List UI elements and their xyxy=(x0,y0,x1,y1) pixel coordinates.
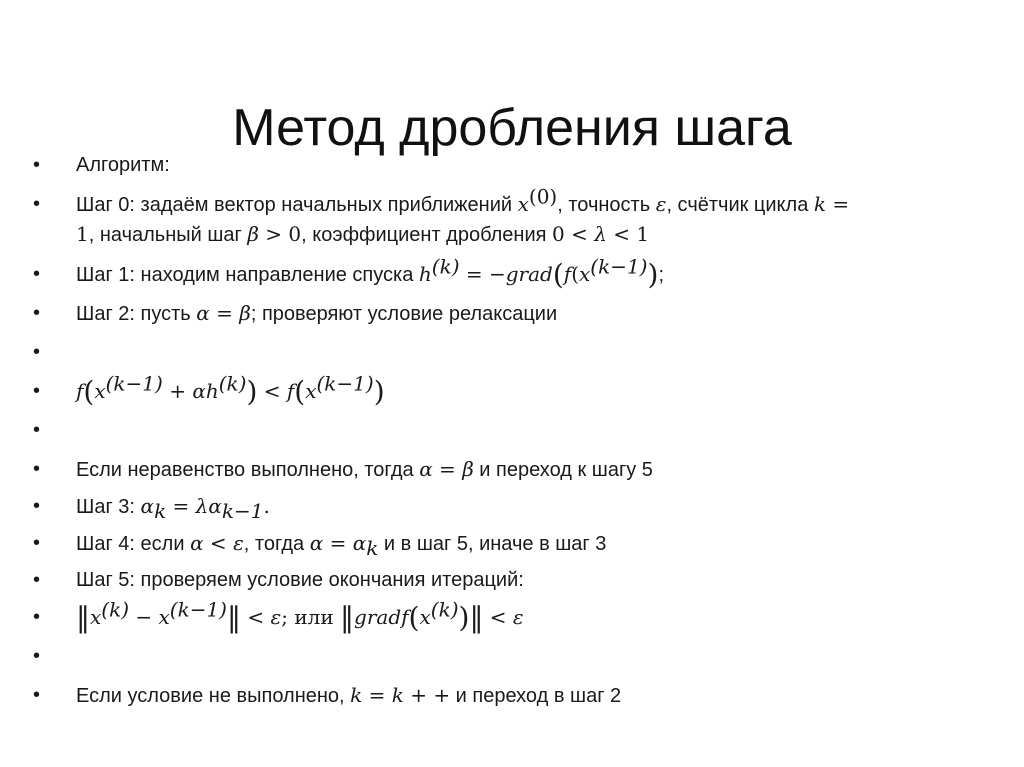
bullet-marker: • xyxy=(33,341,41,363)
step-3-text: Шаг 3: $\alpha_k = \lambda\alpha_{k-1}$. xyxy=(76,494,270,523)
slide-title: Метод дробления шага xyxy=(232,98,792,157)
bullet-marker: • xyxy=(33,154,41,176)
step-2-text: Шаг 2: пусть α = β; проверяют условие релаксации xyxy=(76,301,558,325)
bullet-marker: • xyxy=(33,458,41,480)
step-0-text-line2: 1, начальный шаг β > 0, коэффициент дробления 0 < λ < 1 xyxy=(76,222,650,246)
bullet-marker: • xyxy=(33,302,41,324)
bullet-marker: • xyxy=(33,569,41,591)
step-1-text: Шаг 1: находим направление спуска $h^{(k)}$ = $-grad(f(x^{(k-1)})$; xyxy=(76,254,664,291)
bullet-marker: • xyxy=(33,532,41,554)
algorithm-heading: Алгоритм: xyxy=(76,154,170,176)
relaxation-inequality: $f(x^{(k-1)} + \alpha h^{(k)}) < f(x^{(k-1)})$ xyxy=(76,371,385,408)
bullet-marker: • xyxy=(33,495,41,517)
bullet-marker: • xyxy=(33,193,41,215)
step-4-text: Шаг 4: если α < ε, тогда $\alpha = \alpha_k$ и в шаг 5, иначе в шаг 3 xyxy=(76,531,607,560)
step-5-text: Шаг 5: проверяем условие окончания итераций: xyxy=(76,569,524,591)
bullet-marker: • xyxy=(33,684,41,706)
bullet-marker: • xyxy=(33,645,41,667)
bullet-marker: • xyxy=(33,380,41,402)
bullet-marker: • xyxy=(33,419,41,441)
condition-met-text: Если неравенство выполнено, тогда α = β и переход к шагу 5 xyxy=(76,457,653,481)
condition-not-met-text: Если условие не выполнено, k = k + + и переход в шаг 2 xyxy=(76,683,622,707)
step-0-text: Шаг 0: задаём вектор начальных приближений $x^{(0)}$, точность ε, счётчик цикла k = xyxy=(76,184,850,216)
bullet-marker: • xyxy=(33,606,41,628)
bullet-marker: • xyxy=(33,263,41,285)
stopping-criterion: $‖x^{(k)}$ − $x^{(k-1)}‖ < \varepsilon$; или $‖gradf(x^{(k)})‖ < \varepsilon$ xyxy=(76,597,524,634)
